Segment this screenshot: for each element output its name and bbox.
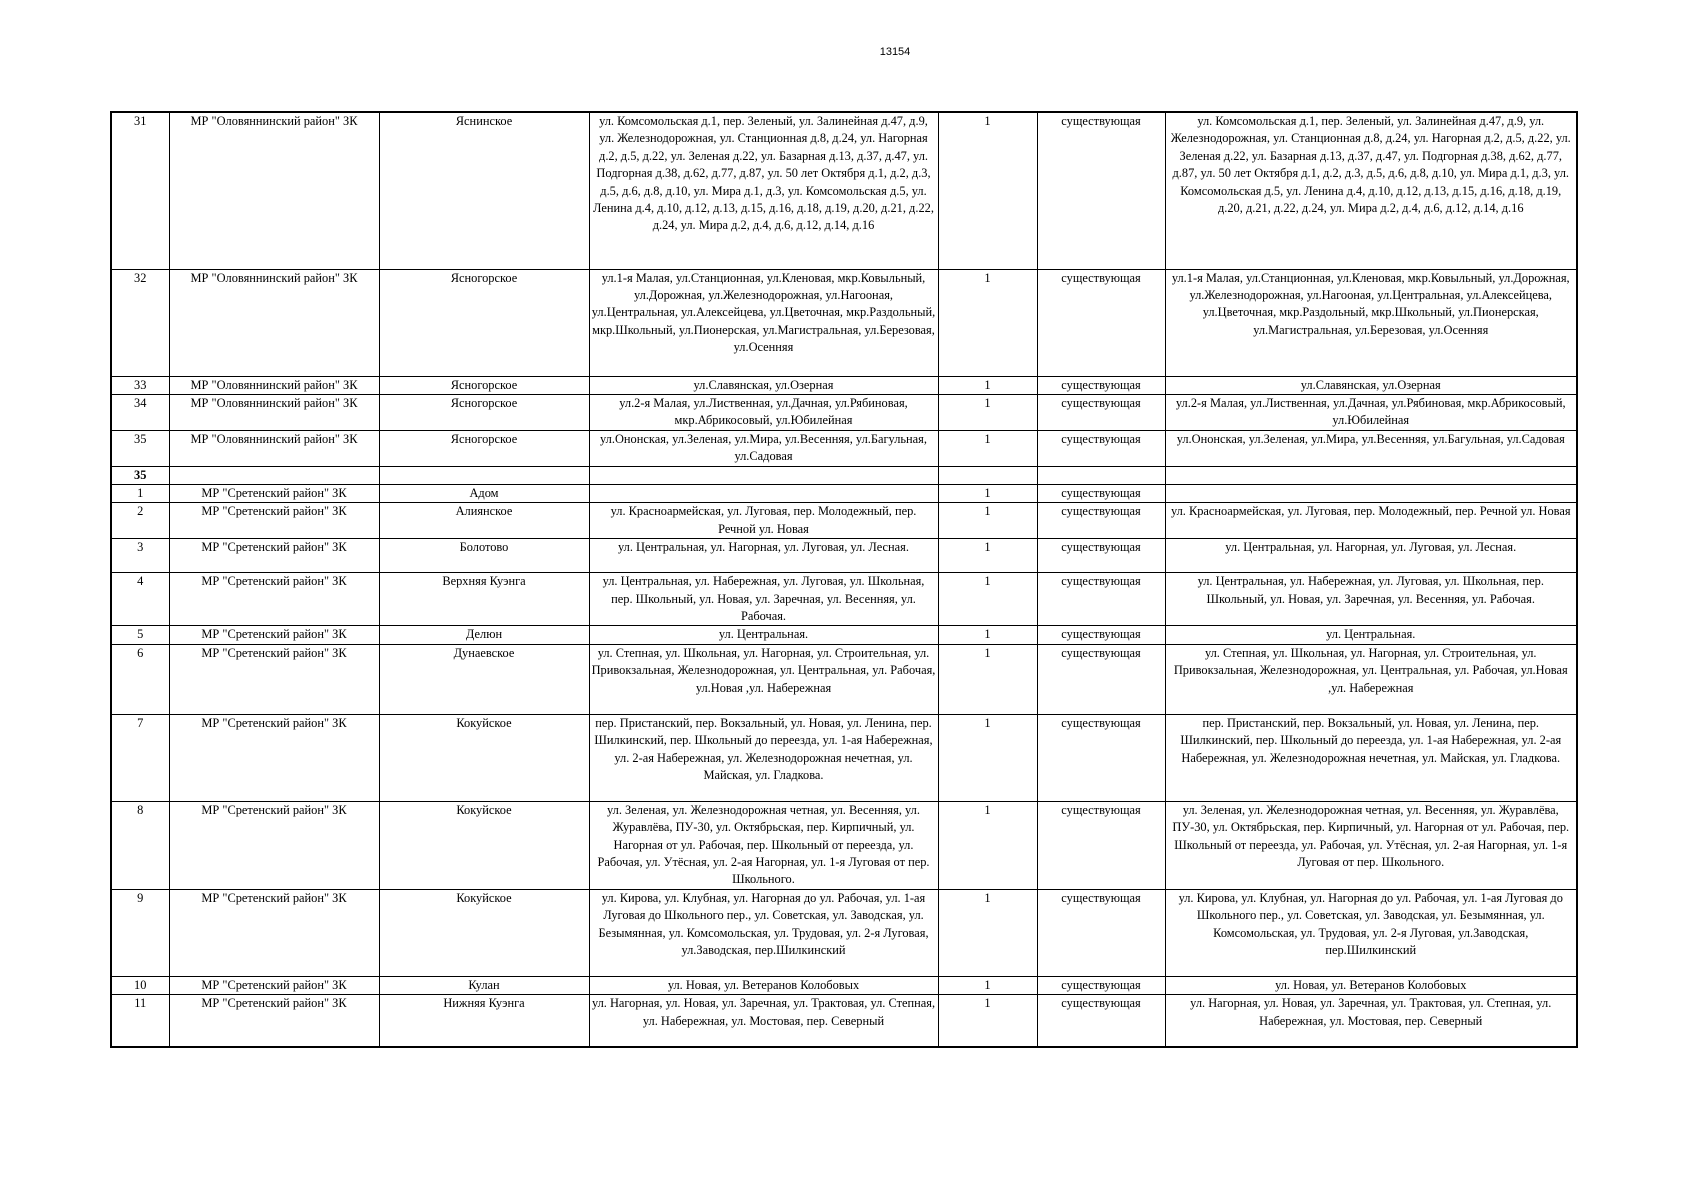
cell-streets: ул. Центральная. — [589, 626, 938, 644]
table-row — [111, 995, 1577, 1047]
cell-quantity: 1 — [938, 112, 1037, 269]
cell-district: МР "Сретенский район" ЗК — [169, 539, 379, 573]
table-row — [111, 539, 1577, 573]
cell-streets — [589, 466, 938, 484]
cell-status: существующая — [1037, 430, 1165, 466]
cell-status: существующая — [1037, 714, 1165, 801]
cell-settlement: Кокуйское — [379, 801, 589, 889]
cell-quantity: 1 — [938, 269, 1037, 376]
cell-district: МР "Сретенский район" ЗК — [169, 484, 379, 502]
cell-number: 10 — [111, 976, 169, 994]
cell-number: 33 — [111, 376, 169, 394]
table-row — [111, 394, 1577, 430]
cell-status: существующая — [1037, 503, 1165, 539]
table-row — [111, 889, 1577, 976]
table-row — [111, 269, 1577, 376]
cell-quantity: 1 — [938, 889, 1037, 976]
cell-streets: ул. Новая, ул. Ветеранов Колобовых — [589, 976, 938, 994]
cell-number: 11 — [111, 995, 169, 1047]
cell-status: существующая — [1037, 112, 1165, 269]
cell-settlement: Верхняя Куэнга — [379, 573, 589, 626]
cell-district: МР "Сретенский район" ЗК — [169, 503, 379, 539]
cell-quantity: 1 — [938, 394, 1037, 430]
table-row — [111, 430, 1577, 466]
table-row — [111, 626, 1577, 644]
table-row — [111, 112, 1577, 269]
cell-number: 35 — [111, 466, 169, 484]
cell-coverage: ул.2-я Малая, ул.Лиственная, ул.Дачная, ул.Рябиновая, мкр.Абрикосовый, ул.Юбилейная — [1165, 394, 1577, 430]
table-row — [111, 714, 1577, 801]
cell-streets: ул.2-я Малая, ул.Лиственная, ул.Дачная, ул.Рябиновая, мкр.Абрикосовый, ул.Юбилейная — [589, 394, 938, 430]
cell-number: 35 — [111, 430, 169, 466]
table-row — [111, 573, 1577, 626]
cell-settlement: Адом — [379, 484, 589, 502]
cell-quantity: 1 — [938, 976, 1037, 994]
cell-district: МР "Сретенский район" ЗК — [169, 626, 379, 644]
cell-settlement: Яснинское — [379, 112, 589, 269]
cell-status: существующая — [1037, 376, 1165, 394]
table-row — [111, 644, 1577, 714]
cell-streets — [589, 484, 938, 502]
cell-number: 9 — [111, 889, 169, 976]
cell-settlement: Ясногорское — [379, 269, 589, 376]
cell-settlement: Болотово — [379, 539, 589, 573]
cell-streets: ул. Нагорная, ул. Новая, ул. Заречная, ул. Трактовая, ул. Степная, ул. Набережная, ул. Мостовая, пер. Северный — [589, 995, 938, 1047]
table-row — [111, 976, 1577, 994]
cell-district: МР "Оловяннинский район" ЗК — [169, 112, 379, 269]
cell-number: 31 — [111, 112, 169, 269]
cell-status — [1037, 466, 1165, 484]
cell-coverage: ул.Ононская, ул.Зеленая, ул.Мира, ул.Весенняя, ул.Багульная, ул.Садовая — [1165, 430, 1577, 466]
cell-quantity: 1 — [938, 714, 1037, 801]
cell-district: МР "Оловяннинский район" ЗК — [169, 394, 379, 430]
table-row — [111, 376, 1577, 394]
cell-quantity — [938, 466, 1037, 484]
cell-settlement: Ясногорское — [379, 376, 589, 394]
cell-district: МР "Сретенский район" ЗК — [169, 889, 379, 976]
cell-streets: ул.Ононская, ул.Зеленая, ул.Мира, ул.Весенняя, ул.Багульная, ул.Садовая — [589, 430, 938, 466]
cell-district: МР "Сретенский район" ЗК — [169, 714, 379, 801]
cell-coverage: пер. Пристанский, пер. Вокзальный, ул. Новая, ул. Ленина, пер. Шилкинский, пер. Школьный до переезда, ул. 1-ая Набережная, ул. 2-ая Набережная, ул. Железнодорожная нечетная, ул. Майская, ул. Гладкова. — [1165, 714, 1577, 801]
cell-coverage: ул.1-я Малая, ул.Станционная, ул.Кленовая, мкр.Ковыльный, ул.Дорожная, ул.Железнодорожная, ул.Нагооная, ул.Центральная, ул.Алексейцева, ул.Цветочная, мкр.Раздольный, мкр.Школьный, ул.Пионерская, ул.Магистральная, ул.Березовая, ул.Осенняя — [1165, 269, 1577, 376]
cell-settlement: Кокуйское — [379, 889, 589, 976]
cell-district — [169, 466, 379, 484]
cell-district: МР "Сретенский район" ЗК — [169, 976, 379, 994]
cell-district: МР "Сретенский район" ЗК — [169, 573, 379, 626]
cell-quantity: 1 — [938, 644, 1037, 714]
cell-status: существующая — [1037, 889, 1165, 976]
cell-number: 1 — [111, 484, 169, 502]
cell-number: 3 — [111, 539, 169, 573]
cell-quantity: 1 — [938, 539, 1037, 573]
cell-settlement: Дунаевское — [379, 644, 589, 714]
cell-number: 2 — [111, 503, 169, 539]
cell-status: существующая — [1037, 394, 1165, 430]
cell-settlement: Кулан — [379, 976, 589, 994]
cell-coverage: ул. Зеленая, ул. Железнодорожная четная, ул. Весенняя, ул. Журавлёва, ПУ-30, ул. Октябрьская, пер. Кирпичный, ул. Нагорная от ул. Рабочая, пер. Школьный от переезда, ул. Рабочая, ул. Утёсная, ул. 2-ая Нагорная, ул. 1-я Луговая от пер. Школьного. — [1165, 801, 1577, 889]
cell-coverage: ул. Степная, ул. Школьная, ул. Нагорная, ул. Строительная, ул. Привокзальная, Железнодорожная, ул. Центральная, ул. Рабочая, ул.Новая ,ул. Набережная — [1165, 644, 1577, 714]
cell-quantity: 1 — [938, 626, 1037, 644]
cell-streets: ул. Степная, ул. Школьная, ул. Нагорная, ул. Строительная, ул. Привокзальная, Железнодорожная, ул. Центральная, ул. Рабочая, ул.Новая ,ул. Набережная — [589, 644, 938, 714]
cell-number: 5 — [111, 626, 169, 644]
cell-coverage: ул. Новая, ул. Ветеранов Колобовых — [1165, 976, 1577, 994]
cell-quantity: 1 — [938, 376, 1037, 394]
cell-settlement: Ясногорское — [379, 394, 589, 430]
cell-status: существующая — [1037, 269, 1165, 376]
cell-streets: ул.1-я Малая, ул.Станционная, ул.Кленовая, мкр.Ковыльный, ул.Дорожная, ул.Железнодорожная, ул.Нагооная, ул.Центральная, ул.Алексейцева, ул.Цветочная, мкр.Раздольный, мкр.Школьный, ул.Пионерская, ул.Магистральная, ул.Березовая, ул.Осенняя — [589, 269, 938, 376]
cell-coverage: ул.Славянская, ул.Озерная — [1165, 376, 1577, 394]
table-row — [111, 466, 1577, 484]
cell-streets: ул. Кирова, ул. Клубная, ул. Нагорная до ул. Рабочая, ул. 1-ая Луговая до Школьного пер., ул. Советская, ул. Заводская, ул. Безымянная, ул. Комсомольская, ул. Трудовая, ул. 2-я Луговая, ул.Заводская, пер.Шилкинский — [589, 889, 938, 976]
cell-quantity: 1 — [938, 503, 1037, 539]
cell-settlement: Ясногорское — [379, 430, 589, 466]
cell-quantity: 1 — [938, 430, 1037, 466]
cell-status: существующая — [1037, 976, 1165, 994]
cell-status: существующая — [1037, 573, 1165, 626]
cell-status: существующая — [1037, 801, 1165, 889]
cell-streets: ул. Зеленая, ул. Железнодорожная четная, ул. Весенняя, ул. Журавлёва, ПУ-30, ул. Октябрьская, пер. Кирпичный, ул. Нагорная от ул. Рабочая, пер. Школьный от переезда, ул. Рабочая, ул. Утёсная, ул. 2-ая Нагорная, ул. 1-я Луговая от пер. Школьного. — [589, 801, 938, 889]
cell-quantity: 1 — [938, 995, 1037, 1047]
cell-streets: пер. Пристанский, пер. Вокзальный, ул. Новая, ул. Ленина, пер. Шилкинский, пер. Школьный до переезда, ул. 1-ая Набережная, ул. 2-ая Набережная, ул. Железнодорожная нечетная, ул. Майская, ул. Гладкова. — [589, 714, 938, 801]
cell-coverage: ул. Комсомольская д.1, пер. Зеленый, ул. Залинейная д.47, д.9, ул. Железнодорожная, ул. Станционная д.8, д.24, ул. Нагорная д.2, д.5, д.22, ул. Зеленая д.22, ул. Базарная д.13, д.37, д.47, ул. Подгорная д.38, д.62, д.77, д.87, ул. 50 лет Октября д.1, д.2, д.3, д.5, д.6, д.8, д.10, ул. Мира д.1, д.3, ул. Комсомольская д.5, ул. Ленина д.4, д.10, д.12, д.13, д.15, д.16, д.18, д.19, д.20, д.21, д.22, д.24, ул. Мира д.2, д.4, д.6, д.12, д.14, д.16 — [1165, 112, 1577, 269]
cell-coverage: ул. Красноармейская, ул. Луговая, пер. Молодежный, пер. Речной ул. Новая — [1165, 503, 1577, 539]
cell-district: МР "Оловяннинский район" ЗК — [169, 269, 379, 376]
cell-coverage: ул. Нагорная, ул. Новая, ул. Заречная, ул. Трактовая, ул. Степная, ул. Набережная, ул. Мостовая, пер. Северный — [1165, 995, 1577, 1047]
cell-quantity: 1 — [938, 801, 1037, 889]
cell-number: 32 — [111, 269, 169, 376]
cell-coverage — [1165, 466, 1577, 484]
cell-settlement — [379, 466, 589, 484]
page-number: 13154 — [879, 46, 911, 58]
cell-number: 34 — [111, 394, 169, 430]
cell-streets: ул.Славянская, ул.Озерная — [589, 376, 938, 394]
cell-coverage — [1165, 484, 1577, 502]
cell-settlement: Кокуйское — [379, 714, 589, 801]
cell-settlement: Алиянское — [379, 503, 589, 539]
table-row — [111, 801, 1577, 889]
cell-coverage: ул. Центральная, ул. Нагорная, ул. Луговая, ул. Лесная. — [1165, 539, 1577, 573]
cell-settlement: Нижняя Куэнга — [379, 995, 589, 1047]
cell-number: 7 — [111, 714, 169, 801]
cell-status: существующая — [1037, 644, 1165, 714]
cell-streets: ул. Комсомольская д.1, пер. Зеленый, ул. Залинейная д.47, д.9, ул. Железнодорожная, ул. Станционная д.8, д.24, ул. Нагорная д.2, д.5, д.22, ул. Зеленая д.22, ул. Базарная д.13, д.37, д.47, ул. Подгорная д.38, д.62, д.77, д.87, ул. 50 лет Октября д.1, д.2, д.3, д.5, д.6, д.8, д.10, ул. Мира д.1, д.3, ул. Комсомольская д.5, ул. Ленина д.4, д.10, д.12, д.13, д.15, д.16, д.18, д.19, д.20, д.21, д.22, д.24, ул. Мира д.2, д.4, д.6, д.12, д.14, д.16 — [589, 112, 938, 269]
cell-district: МР "Сретенский район" ЗК — [169, 644, 379, 714]
cell-status: существующая — [1037, 626, 1165, 644]
register-table — [110, 111, 1578, 1048]
cell-streets: ул. Центральная, ул. Нагорная, ул. Луговая, ул. Лесная. — [589, 539, 938, 573]
cell-settlement: Делюн — [379, 626, 589, 644]
cell-status: существующая — [1037, 995, 1165, 1047]
cell-district: МР "Сретенский район" ЗК — [169, 801, 379, 889]
cell-coverage: ул. Кирова, ул. Клубная, ул. Нагорная до ул. Рабочая, ул. 1-ая Луговая до Школьного пер., ул. Советская, ул. Заводская, ул. Безымянная, ул. Комсомольская, ул. Трудовая, ул. 2-я Луговая, ул.Заводская, пер.Шилкинский — [1165, 889, 1577, 976]
cell-quantity: 1 — [938, 573, 1037, 626]
cell-streets: ул. Центральная, ул. Набережная, ул. Луговая, ул. Школьная, пер. Школьный, ул. Новая, ул. Заречная, ул. Весенняя, ул. Рабочая. — [589, 573, 938, 626]
cell-status: существующая — [1037, 484, 1165, 502]
cell-coverage: ул. Центральная. — [1165, 626, 1577, 644]
cell-streets: ул. Красноармейская, ул. Луговая, пер. Молодежный, пер. Речной ул. Новая — [589, 503, 938, 539]
cell-district: МР "Сретенский район" ЗК — [169, 995, 379, 1047]
cell-number: 4 — [111, 573, 169, 626]
cell-district: МР "Оловяннинский район" ЗК — [169, 430, 379, 466]
cell-coverage: ул. Центральная, ул. Набережная, ул. Луговая, ул. Школьная, пер. Школьный, ул. Новая, ул. Заречная, ул. Весенняя, ул. Рабочая. — [1165, 573, 1577, 626]
cell-district: МР "Оловяннинский район" ЗК — [169, 376, 379, 394]
cell-number: 8 — [111, 801, 169, 889]
table-row — [111, 484, 1577, 502]
cell-number: 6 — [111, 644, 169, 714]
table-row — [111, 503, 1577, 539]
cell-quantity: 1 — [938, 484, 1037, 502]
cell-status: существующая — [1037, 539, 1165, 573]
